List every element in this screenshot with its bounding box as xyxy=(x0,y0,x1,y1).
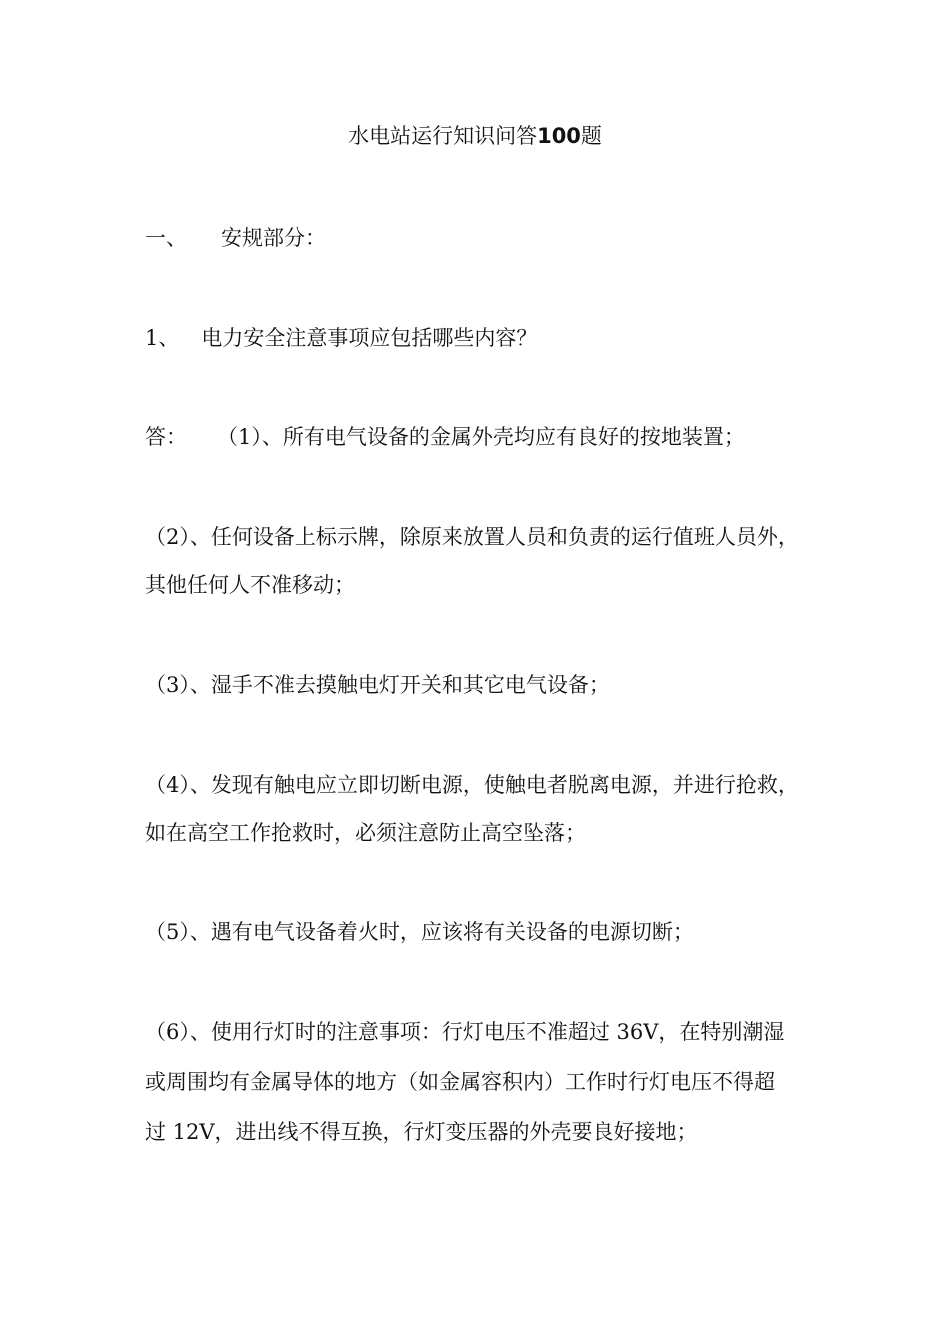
question-text: 电力安全注意事项应包括哪些内容？ xyxy=(201,326,538,350)
section-label: 安规部分： xyxy=(221,226,326,250)
answer-item-6-line-1: （6）、使用行灯时的注意事项：行灯电压不准超过 36V，在特别潮湿 xyxy=(145,1020,785,1044)
answer-item-5: （5）、遇有电气设备着火时，应该将有关设备的电源切断； xyxy=(145,920,694,944)
answer-label: 答： xyxy=(145,425,187,449)
document-title xyxy=(0,120,950,152)
title-suffix: 题 xyxy=(580,124,602,148)
answer-item-3: （3）、湿手不准去摸触电灯开关和其它电气设备； xyxy=(145,673,610,697)
question-1 xyxy=(145,322,815,354)
question-number: 1、 xyxy=(145,326,180,350)
answer-item-4-line-1: （4）、发现有触电应立即切断电源，使触电者脱离电源，并进行抢救， xyxy=(145,773,799,797)
section-number: 一、 xyxy=(145,226,187,250)
title-text: 水电站运行知识问答 xyxy=(348,124,538,148)
answer-item-2-line-2: 其他任何人不准移动； xyxy=(145,573,355,597)
answer-item-6-line-3: 过 12V，进出线不得互换，行灯变压器的外壳要良好接地； xyxy=(145,1120,698,1144)
section-heading xyxy=(145,222,815,254)
answer-item-4-line-2: 如在高空工作抢救时，必须注意防止高空坠落； xyxy=(145,821,586,845)
answer-text: （1）、所有电气设备的金属外壳均应有良好的按地装置； xyxy=(217,425,745,449)
answer-item-1 xyxy=(145,421,815,453)
title-number: 100 xyxy=(537,124,581,148)
answer-item-2-line-1: （2）、任何设备上标示牌，除原来放置人员和负责的运行值班人员外， xyxy=(145,525,799,549)
answer-item-6-line-2: 或周围均有金属导体的地方（如金属容积内）工作时行灯电压不得超 xyxy=(145,1070,775,1094)
